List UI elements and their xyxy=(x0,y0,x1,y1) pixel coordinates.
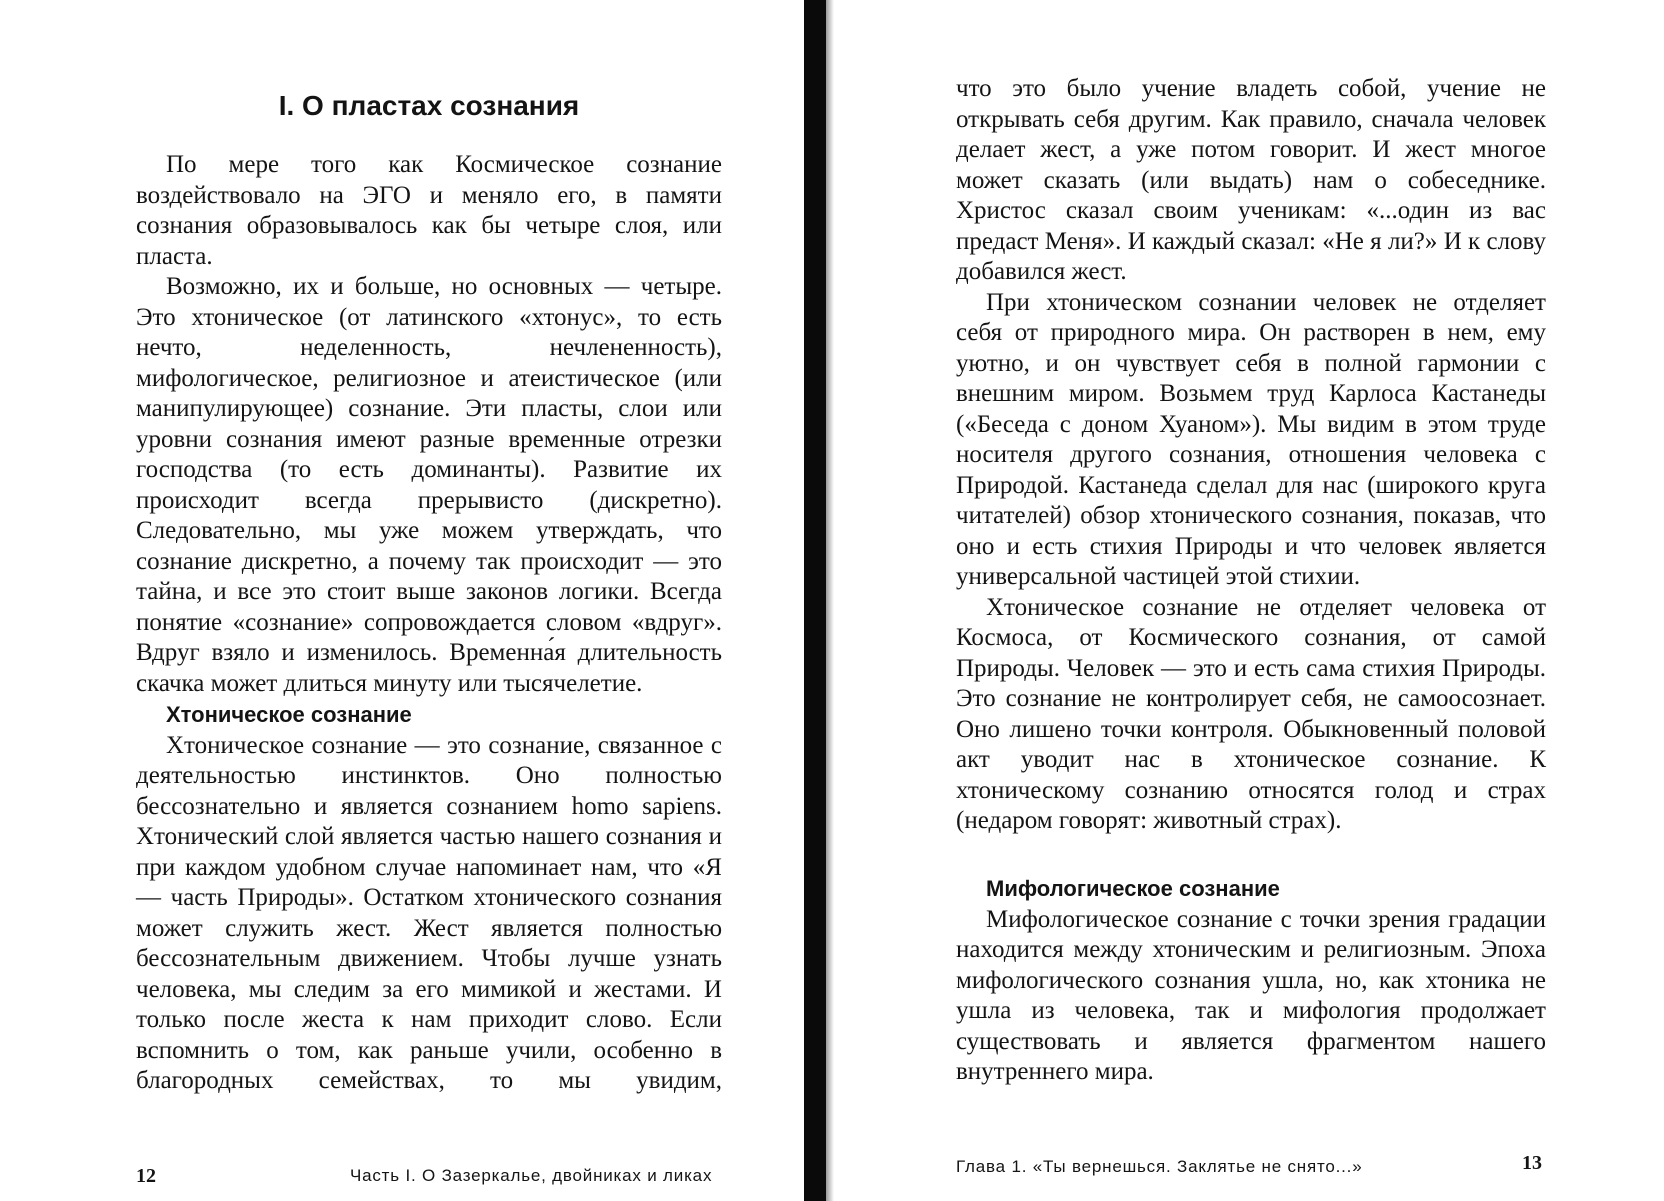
mythological-section xyxy=(956,874,1546,1088)
paragraph: Хтоническое сознание не отделяет человека от Космоса, от Космического сознания, от самой Природы. Человек — это и есть сама стихия Природы. Это сознание не контролирует себя, не самоосознает. Оно лишено точки контроля. Обыкновенный половой акт уводит нас в хтоническое сознание. К хтоническому сознанию относятся голод и страх (недаром говорят: животный страх). xyxy=(956,593,1546,834)
running-head: Глава 1. «Ты вернешься. Заклятье не снято...» xyxy=(956,1157,1363,1176)
right-page-text xyxy=(956,74,1546,837)
page-number: 12 xyxy=(136,1165,156,1187)
chapter-title: I. О пластах сознания xyxy=(278,90,580,121)
section-heading: Мифологическое сознание xyxy=(986,876,1280,901)
paragraph: что это было учение владеть собой, учение не открывать себя другим. Как правило, сначала человек делает жест, а уже потом говорит. И жест многое может сказать (или выдать) нам о собеседнике. Христос сказал своим ученикам: «...один из вас предаст Меня». И каждый сказал: «Не я ли?» И к слову добавился жест. xyxy=(956,75,1546,285)
paragraph: Возможно, их и больше, но основных — четыре. Это хтоническое (от латинского «хтонус», то есть нечто, неделенность, нечлененность), мифологическое, религиозное и атеистическое (или манипулирующее) сознание. Эти пласты, слои или уровни сознания имеют разные временные отрезки господства (то есть доминанты). Развитие их происходит всегда прерывисто (дискретно). Следовательно, мы уже можем утверждать, что сознание дискретно, а почему так происходит — это тайна, и все это стоит выше законов логики. Всегда понятие «сознание» сопровождается словом «вдруг». Вдруг взяло и изменилось. Временна́я длительность скачка может длиться минуту или тысячелетие. xyxy=(136,273,722,697)
running-head: Часть I. О Зазеркалье, двойниках и ликах xyxy=(350,1166,713,1185)
page-number: 13 xyxy=(1522,1152,1542,1174)
book-spine xyxy=(804,0,826,1201)
paragraph: По мере того как Космическое сознание воздействовало на ЭГО и меняло его, в памяти сознания образовывалось как бы четыре слоя, или пласта. xyxy=(136,151,722,270)
spine-shadow xyxy=(826,0,834,1201)
paragraph: Мифологическое сознание с точки зрения градации находится между хтоническим и религиозным. Эпоха мифологического сознания ушла, но, как хтоника не ушла из человека, так и мифология продолжает существовать и является фрагментом нашего внутреннего мира. xyxy=(956,905,1546,1085)
intro-text xyxy=(136,150,722,699)
left-page xyxy=(0,0,806,1201)
paragraph: При хтоническом сознании человек не отделяет себя от природного мира. Он растворен в нем, ему уютно, и он чувствует себя в полной гармонии с внешним миром. Возьмем труд Карлоса Кастанеды («Беседа с доном Хуаном»). Мы видим в этом труде носителя другого сознания, отношения человека с Природой. Кастанеда сделал для нас (широкого круга читателей) обзор хтонического сознания, показав, что оно и есть стихия Природы и что человек является универсальной частицей этой стихии. xyxy=(956,288,1546,590)
section-heading: Хтоническое сознание xyxy=(166,702,412,727)
chthonic-section xyxy=(136,700,722,1097)
paragraph: Хтоническое сознание — это сознание, связанное с деятельностью инстинктов. Оно полностью бессознательно и является сознанием homo sapiens. Хтонический слой является частью нашего сознания и при каждом удобном случае напоминает нам, что «Я — часть Природы». Остатком хтонического сознания может служить жест. Жест является полностью бессознательным движением. Чтобы лучше узнать человека, мы следим за его мимикой и жестами. И только после жеста к нам приходит слово. Если вспомнить о том, как раньше учили, особенно в благородных семействах, то мы увидим, xyxy=(136,731,722,1094)
